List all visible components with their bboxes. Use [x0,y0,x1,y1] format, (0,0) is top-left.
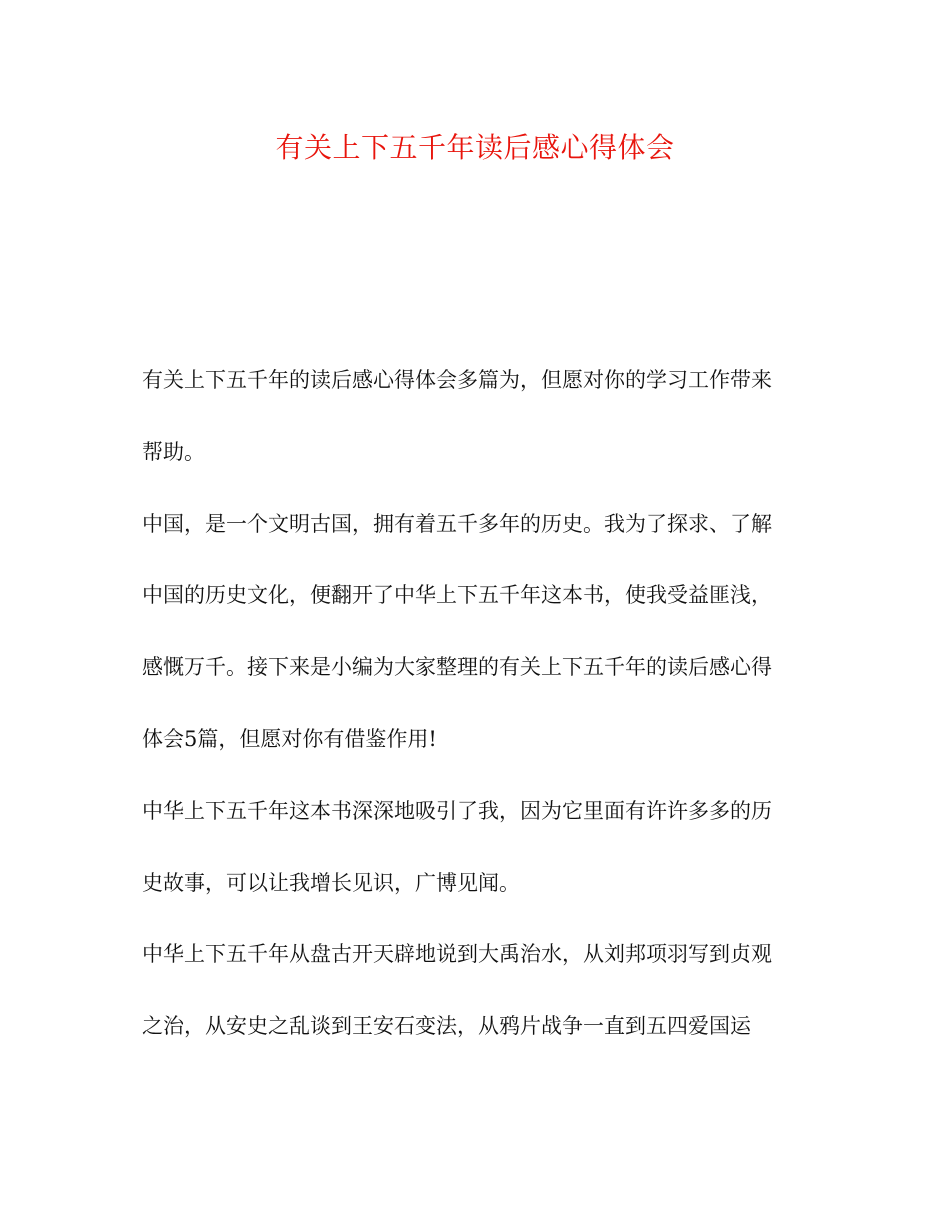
body-line: 有关上下五千年的读后感心得体会多篇为，但愿对你的学习工作带来 [142,368,772,392]
body-line: 感慨万千。接下来是小编为大家整理的有关上下五千年的读后感心得 [142,655,772,680]
document-body [142,358,802,1076]
body-line: 中华上下五千年从盘古开天辟地说到大禹治水，从刘邦项羽写到贞观 [142,942,772,967]
body-line: 中国，是一个文明古国，拥有着五千多年的历史。我为了探求、了解 [142,511,772,536]
body-line: 中华上下五千年这本书深深地吸引了我，因为它里面有许许多多的历 [142,798,772,823]
body-line: 帮助。 [142,439,205,464]
body-line: 体会5篇，但愿对你有借鉴作用! [142,726,437,751]
body-line: 中国的历史文化，便翻开了中华上下五千年这本书，使我受益匪浅， [142,583,772,608]
body-line: 史故事，可以让我增长见识，广博见闻。 [142,870,520,895]
document-title: 有关上下五千年读后感心得体会 [275,131,675,164]
body-line: 之治，从安史之乱谈到王安石变法，从鸦片战争一直到五四爱国运 [142,1014,751,1039]
